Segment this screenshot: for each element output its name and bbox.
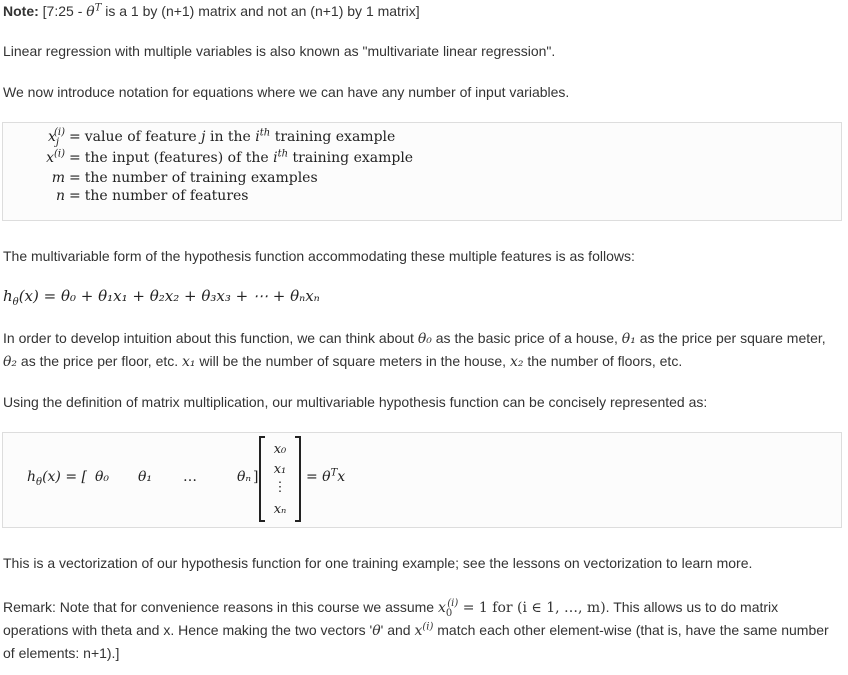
definition-row: n = the number of features [55, 188, 249, 204]
hypothesis-equation: $h_\theta(x) = \theta_0 + \theta_1x_1 + \theta_2x_2 + \theta_3x_3$ + ⋯ + θₙxₙ [3, 287, 320, 308]
col-el-0: x₀ [273, 442, 287, 457]
para-notation: We now introduce notation for equations where we can have any number of input variables. [3, 84, 570, 100]
para-vectorization: This is a vectorization of our hypothesis function for one training example; see the lessons on vectorization to learn more. [3, 555, 753, 571]
definition-row: m = the number of training examples [51, 170, 318, 186]
note-theta-sup: T [94, 2, 102, 14]
col-el-1: x₁ [273, 462, 287, 477]
col-el-2: ⋮ [273, 480, 287, 495]
definitions-box [2, 122, 842, 221]
note-text-pre: [7:25 - [38, 3, 87, 19]
def-lhs: $x^{(i)}$ [46, 148, 65, 166]
note-theta: θ [86, 4, 95, 20]
note-text-post: is a 1 by (n+1) matrix and not an (n+1) by 1 matrix] [101, 3, 420, 19]
col-el-3: xₙ [273, 502, 287, 517]
row-el-3: θₙ [237, 469, 252, 485]
row-close-bracket: ] [253, 469, 259, 485]
para-intuition: In order to develop intuition about this function, we can think about θ₀ as the basic price of a house, θ₁ as the price per square meter, θ₂ as the price per floor, etc. x₁ will be the number of square meters in the house, x₂ the number of floors, etc. [3, 330, 826, 370]
definition-row: $x^{(i)}$ = the input (features) of the $i^{th}$ training example [25, 148, 413, 169]
row-el-2: … [183, 469, 197, 485]
para-matrix: Using the definition of matrix multiplication, our multivariable hypothesis function can be concisely represented as: [3, 394, 708, 410]
para-mvlr: Linear regression with multiple variables is also known as "multivariate linear regression". [3, 43, 556, 59]
matrix-rhs: = $\theta^Tx$ [306, 467, 346, 485]
row-el-0: θ₀ [95, 469, 110, 485]
column-vector [259, 436, 301, 522]
note-line [3, 0, 839, 23]
para-remark: Remark: Note that for convenience reasons in this course we assume $x_0^{(i)} = 1$ for (i ∈ 1, …, m). This allows us to do matrix operations with theta and x. Hence making the two vectors 'θ' and $x^{(i)}$ match each other element-wise (that is, have the same number of elements: n+1).] [3, 598, 829, 661]
matrix-lhs: $h_\theta(x)$ = [ [27, 469, 87, 488]
definition-row: $x_j^{(i)}$ = value of feature j in the $i^{th}$ training example [25, 127, 413, 148]
def-lhs: $x_j^{(i)}$ [47, 127, 65, 148]
definitions [25, 127, 413, 205]
para-multivariable: The multivariable form of the hypothesis function accommodating these multiple features is as follows: [3, 248, 635, 264]
row-el-1: θ₁ [138, 469, 153, 485]
note-label: Note: [3, 3, 39, 19]
matrix-box [2, 432, 842, 528]
